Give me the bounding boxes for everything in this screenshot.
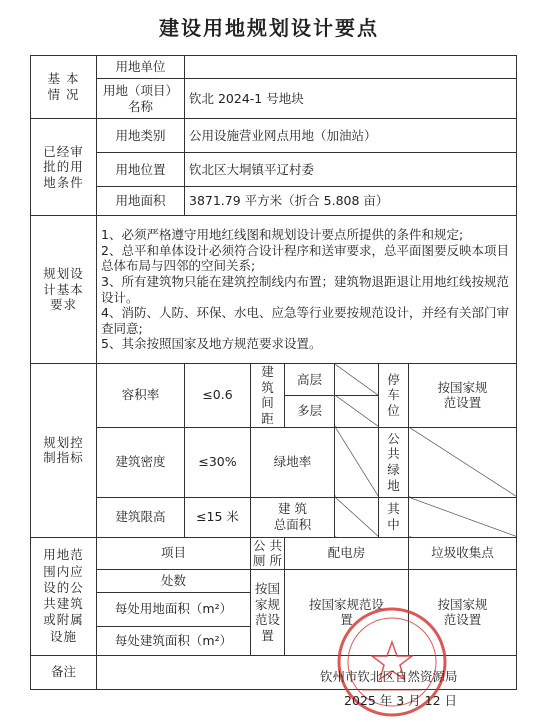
multi-storey-value — [335, 395, 379, 427]
category-value: 公用设施营业网点用地（加油站） — [185, 119, 517, 153]
toilet-label: 公 共 厕 所 — [251, 537, 285, 569]
public-green-label: 公 共 绿 地 — [379, 427, 409, 497]
issuer: 钦州市钦北区自然资源局 — [320, 669, 458, 684]
high-rise-label: 高层 — [285, 364, 335, 396]
green-rate-label: 绿地率 — [251, 427, 335, 497]
category-label: 用地类别 — [97, 119, 185, 153]
garbage-point-value: 按国家规 范设置 — [409, 569, 517, 655]
requirement-item: 3、所有建筑物只能在建筑控制线内布置；建筑物退距退让用地红线按规范设计。 — [101, 273, 509, 305]
requirements-list — [97, 216, 517, 364]
location-label: 用地位置 — [97, 153, 185, 187]
parking-label: 停 车 位 — [379, 364, 409, 428]
high-rise-value — [335, 364, 379, 396]
remarks-label: 备注 — [31, 655, 97, 689]
public-green-value — [409, 427, 517, 497]
issue-date: 2025 年 3 月 12 日 — [344, 693, 458, 708]
height-limit-value: ≤15 米 — [185, 497, 251, 537]
height-limit-label: 建筑限高 — [97, 497, 185, 537]
multi-storey-label: 多层 — [285, 395, 335, 427]
requirement-item: 1、必须严格遵守用地红线图和规划设计要点所提供的条件和规定; — [101, 227, 464, 242]
area-label: 用地面积 — [97, 187, 185, 216]
unit-value — [185, 56, 517, 79]
count-label: 处数 — [97, 569, 251, 592]
floor-area-label: 每处建筑面积（m²） — [97, 626, 251, 655]
land-area-label: 每处用地面积（m²） — [97, 592, 251, 626]
requirement-item: 2、总平和单体设计必须符合设计程序和送审要求，总平面图要反映本项目总体布局与四邻的空间关系; — [101, 242, 509, 274]
garbage-point-label: 垃圾收集点 — [409, 537, 517, 569]
section-basic: 基 本 情 况 — [31, 56, 97, 119]
name-value: 钦北 2024-1 号地块 — [185, 79, 517, 119]
density-value: ≤30% — [185, 427, 251, 497]
far-value: ≤0.6 — [185, 364, 251, 428]
spacing-label: 建 筑 间 距 — [251, 364, 285, 428]
power-room-value: 按国家规范设 置 — [285, 569, 409, 655]
item-label: 项目 — [97, 537, 251, 569]
far-label: 容积率 — [97, 364, 185, 428]
density-label: 建筑密度 — [97, 427, 185, 497]
total-floor-area-value — [335, 497, 379, 537]
requirement-item: 4、消防、人防、环保、水电、应急等行业要按规范设计，并经有关部门审查同意; — [101, 305, 509, 336]
total-floor-area-label: 建 筑 总面积 — [251, 497, 335, 537]
green-rate-value — [335, 427, 379, 497]
area-value: 3871.79 平方米（折合 5.808 亩） — [185, 187, 517, 216]
parking-value: 按国家规 范设置 — [409, 364, 517, 428]
toilet-value: 按国家规 范设置 — [251, 569, 285, 655]
section-indicators: 规划控 制指标 — [31, 364, 97, 538]
location-value: 钦北区大垌镇平辽村委 — [185, 153, 517, 187]
document-title: 建设用地规划设计要点 — [159, 16, 379, 40]
name-label: 用地（项目）名称 — [97, 79, 185, 119]
power-room-label: 配电房 — [285, 537, 409, 569]
requirement-item: 5、其余按照国家及地方规范要求设置。 — [101, 336, 322, 352]
section-requirements: 规划设 计基本 要求 — [31, 216, 97, 364]
section-facilities: 用地范 围内应 设的公 共建筑 或附属 设施 — [31, 537, 97, 655]
of-which-label: 其 中 — [379, 497, 409, 537]
of-which-value — [409, 497, 517, 537]
unit-label: 用地单位 — [97, 56, 185, 79]
section-approved: 已经审 批的用 地条件 — [31, 119, 97, 216]
planning-points-table — [30, 55, 517, 690]
